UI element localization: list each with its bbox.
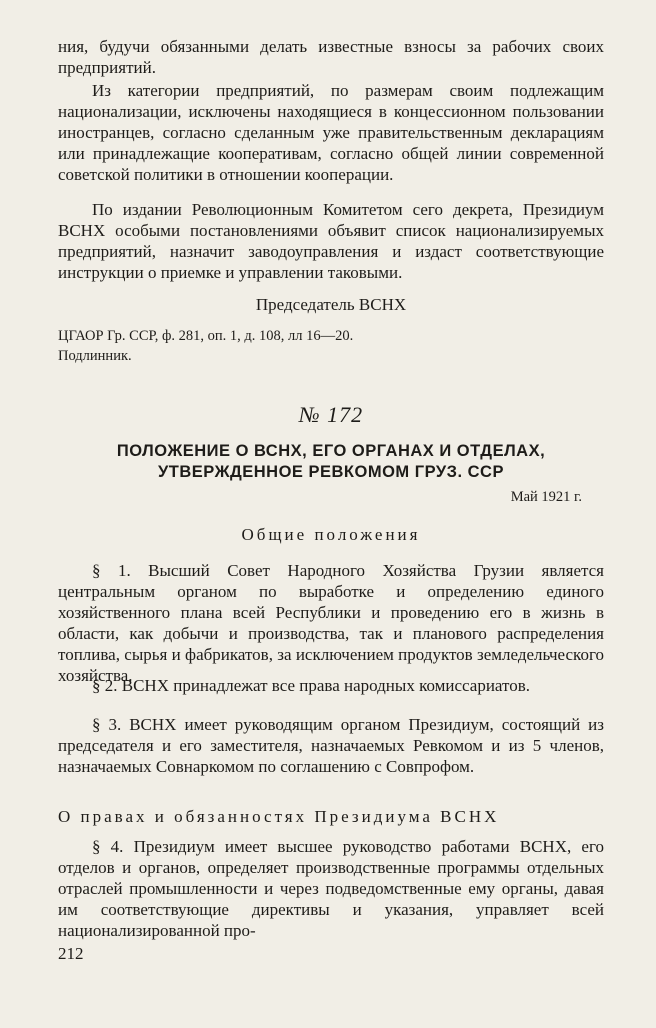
- paragraph-exclusions: [58, 80, 604, 185]
- section-title: Общие положения: [241, 525, 421, 544]
- text-paragraph: § 3. ВСНХ имеет руководящим органом Президиум, состоящий из председателя и его заместителя, назначаемых Ревкомом и из 5 членов, назначаемых Совнаркомом по соглашению с Совпрофом.: [58, 715, 604, 776]
- text-paragraph: § 4. Президиум имеет высшее руководство работами ВСНХ, его отделов и органов, определяет производственные программы отдельных отраслей промышленности и через подведомственные ему органы, давая им соответствующие директивы и указания, управляет всей национализированной про-: [58, 837, 604, 940]
- section-heading-presidium: [58, 806, 604, 827]
- page-number: 212: [58, 944, 84, 963]
- text-paragraph: § 1. Высший Совет Народного Хозяйства Грузии является центральным органом по выработке и определению единого хозяйственного плана всей Республики и проведению его в жизнь в области, как добычи и производства, так и планового распределения топлива, сырья и фабрикатов, за исключением продуктов земледельческого хозяйства.: [58, 561, 604, 685]
- archive-reference-block: [58, 326, 604, 366]
- original-note: Подлинник.: [58, 348, 132, 364]
- text-paragraph: ния, будучи обязанными делать известные взносы за рабочих своих предприятий.: [58, 37, 604, 77]
- signature-block: [58, 294, 604, 315]
- paragraph-publication: [58, 199, 604, 283]
- page-number-block: [58, 944, 604, 964]
- section-paragraph-1: [58, 560, 604, 686]
- section-title: О правах и обязанностях Президиума ВСНХ: [58, 807, 500, 826]
- text-paragraph: По издании Революционным Комитетом сего декрета, Президиум ВСНХ особыми постановлениями объявит список национализируемых предприятий, назначит заводоуправления и издаст соответствующие инструкции о приемке и управлении таковыми.: [58, 200, 604, 282]
- document-number-block: [58, 402, 604, 428]
- section-paragraph-3: [58, 714, 604, 777]
- document-title-line-1: ПОЛОЖЕНИЕ О ВСНХ, ЕГО ОРГАНАХ И ОТДЕЛАХ,: [116, 442, 546, 460]
- document-date-block: [58, 487, 604, 507]
- signature-line: Председатель ВСНХ: [255, 295, 407, 314]
- section-heading-general: [58, 524, 604, 545]
- section-paragraph-2: [58, 675, 604, 696]
- paragraph-continuation: [58, 36, 604, 78]
- archive-reference: ЦГАОР Гр. ССР, ф. 281, оп. 1, д. 108, лл 16—20.: [58, 328, 354, 344]
- document-title-block: [58, 441, 604, 483]
- text-paragraph: § 2. ВСНХ принадлежат все права народных комиссариатов.: [92, 676, 531, 695]
- section-paragraph-4: [58, 836, 604, 941]
- document-date: Май 1921 г.: [510, 489, 582, 505]
- text-paragraph: Из категории предприятий, по размерам своим подлежащим национализации, исключены находящиеся в концессионном пользовании иностранцев, согласно сделанным уже правительственным декларациям или принадлежащие кооперативам, согласно общей линии современной советской политики в отношении кооперации.: [58, 81, 604, 184]
- document-number: № 172: [298, 402, 364, 427]
- document-title-line-2: УТВЕРЖДЕННОЕ РЕВКОМОМ ГРУЗ. ССР: [158, 463, 504, 481]
